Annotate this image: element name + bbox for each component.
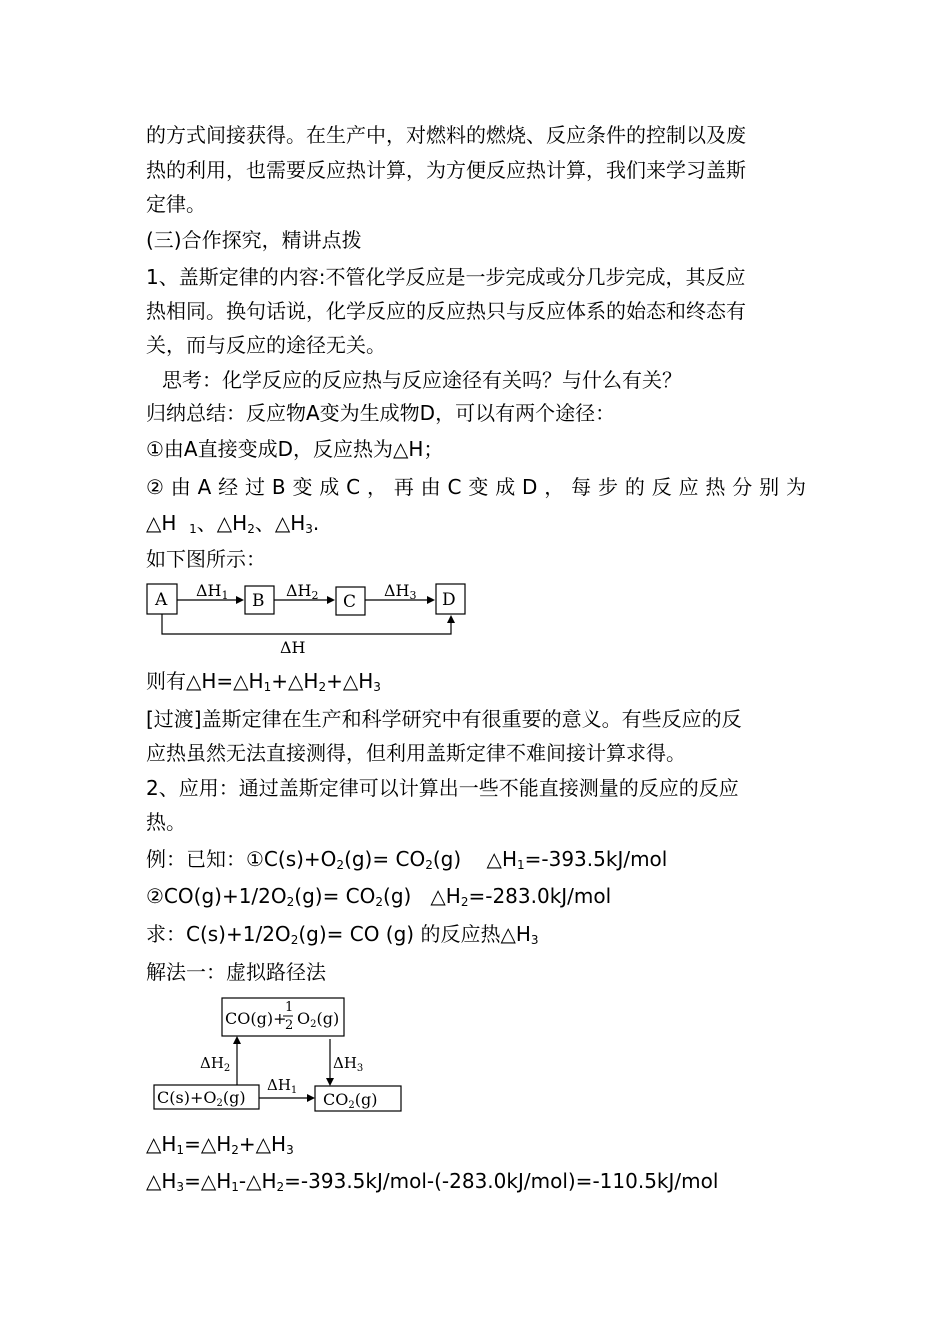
figure-intro: 如下图所示：: [146, 547, 266, 571]
ex-a5: (g) △H: [432, 847, 517, 871]
fraction-numerator: 1: [285, 1000, 294, 1015]
eq2-s2: 1: [231, 1180, 239, 1194]
ex-b2: 2: [286, 895, 295, 909]
left-b: (g): [222, 1088, 246, 1107]
top-sub: 2: [310, 1019, 317, 1030]
label-bottom-dh1: [267, 1076, 297, 1096]
ex-b6: 2: [460, 895, 469, 909]
label-dh3-main: ΔH: [384, 581, 410, 600]
section-title: (三)合作探究，精讲点拨: [146, 228, 362, 252]
label-left-dh2: [200, 1054, 230, 1074]
arrowhead-ab-icon: [236, 596, 244, 604]
node-c-label: C: [343, 592, 357, 612]
summary-text: 归纳总结：反应物A变为生成物D，可以有两个途径：: [146, 401, 616, 425]
path2-dh: △H: [146, 511, 177, 535]
node-d-label: D: [442, 590, 456, 610]
label-dh2-main: ΔH: [286, 581, 312, 600]
left-dh-sub: 2: [223, 1063, 231, 1074]
equation-2: [146, 1167, 718, 1195]
top-box-formula: [225, 1009, 287, 1028]
path2-sep-2: 、△H: [254, 511, 306, 535]
arrowhead-right-icon: [307, 1094, 315, 1102]
label-dh2-sub: 2: [311, 589, 319, 602]
label-dh-bottom: ΔH: [280, 638, 306, 657]
ex-b5: (g) △H: [383, 884, 461, 908]
result-plus-2: +△H: [326, 669, 374, 693]
node-a-label: A: [155, 590, 168, 610]
left-box-formula: [157, 1088, 246, 1109]
think-question: 思考：化学反应的反应热与反应途径有关吗？与什么有关？: [162, 368, 682, 392]
ex-c1: 求：C(s)+1/2O: [146, 922, 291, 946]
eq1-s2: 2: [231, 1143, 239, 1157]
eq1-s3: 3: [286, 1143, 294, 1157]
eq2-a: △H: [146, 1169, 177, 1193]
path2-sub-3: 3: [305, 522, 313, 536]
point1-line-3: 关，而与反应的途径无关。: [146, 333, 386, 357]
path2-line-1: ②由A经过B变成C，再由C变成D，每步的反应热分别为: [146, 475, 806, 499]
method1-title: 解法一：虚拟路径法: [146, 960, 326, 984]
result-sub-2: 2: [318, 680, 327, 694]
node-b-label: B: [252, 591, 265, 611]
path1-text: ①由A直接变成D，反应热为△H；: [146, 437, 444, 461]
example-known-2: [146, 882, 611, 910]
result-sub-3: 3: [373, 680, 381, 694]
path2-sub-1: 1: [189, 522, 197, 536]
right-dh: ΔH: [333, 1054, 357, 1072]
label-dh1: [196, 581, 229, 602]
arrowhead-down-icon: [326, 1078, 334, 1086]
hess-path-diagram: [140, 576, 480, 660]
path2-line-2: [146, 509, 319, 537]
ex-a1: 例：已知：①C(s)+O: [146, 847, 337, 871]
left-dh: ΔH: [200, 1054, 224, 1072]
label-dh2: [286, 581, 319, 602]
transition-line-1: [过渡]盖斯定律在生产和科学研究中有很重要的意义。有些反应的反: [146, 707, 742, 731]
point1-line-1: 1、盖斯定律的内容:不管化学反应是一步完成或分几步完成，其反应: [146, 265, 746, 289]
label-right-dh3: [333, 1054, 363, 1074]
label-dh3-sub: 3: [409, 589, 417, 602]
intro-line-3: 定律。: [146, 192, 206, 216]
ex-b7: =-283.0kJ/mol: [468, 884, 612, 908]
ex-c2: 2: [290, 933, 299, 947]
top-b: O: [297, 1009, 311, 1028]
path2-sub-2: 2: [247, 522, 255, 536]
intro-line-2: 热的利用，也需要反应热计算，为方便反应热计算，我们来学习盖斯: [146, 158, 746, 182]
right-dh-sub: 3: [356, 1063, 364, 1074]
ex-c4: 3: [530, 933, 539, 947]
label-dh1-main: ΔH: [196, 581, 222, 600]
ex-a7: =-393.5kJ/mol: [524, 847, 668, 871]
ex-a4: 2: [425, 858, 433, 872]
ex-b4: 2: [375, 895, 384, 909]
ex-a6: 1: [516, 858, 525, 872]
ex-a2: 2: [336, 858, 345, 872]
right-a: CO: [323, 1090, 349, 1109]
top-box-formula-2: [297, 1009, 339, 1030]
fraction-denominator: 2: [285, 1018, 294, 1033]
eq2-c: -△H: [238, 1169, 277, 1193]
label-dh3: [384, 581, 417, 602]
eq1-b: =△H: [184, 1132, 232, 1156]
right-sub: 2: [348, 1100, 355, 1111]
ex-b3: (g)= CO: [294, 884, 376, 908]
transition-line-2: 应热虽然无法直接测得，但利用盖斯定律不难间接计算求得。: [146, 741, 686, 765]
example-known-1: [146, 845, 667, 873]
example-question: [146, 920, 539, 948]
point2-line-2: 热。: [146, 810, 186, 834]
bottom-dh-sub: 1: [290, 1085, 298, 1096]
left-sub: 2: [216, 1098, 223, 1109]
arrowhead-cd-icon: [427, 596, 435, 604]
right-b: (g): [354, 1090, 378, 1109]
eq2-b: =△H: [184, 1169, 232, 1193]
arrowhead-bottom-icon: [447, 615, 455, 623]
eq1-s1: 1: [176, 1143, 185, 1157]
ex-b1: ②CO(g)+1/2O: [146, 884, 287, 908]
eq1-c: +△H: [238, 1132, 287, 1156]
path2-sep-1: 、△H: [196, 511, 248, 535]
arrow-a-d-bottom: [162, 614, 451, 634]
eq2-s1: 3: [176, 1180, 185, 1194]
intro-line-1: 的方式间接获得。在生产中，对燃料的燃烧、反应条件的控制以及废: [146, 123, 746, 147]
bottom-dh: ΔH: [267, 1076, 291, 1094]
result-sub-1: 1: [263, 680, 272, 694]
eq2-d: =-393.5kJ/mol-(-283.0kJ/mol)=-110.5kJ/mol: [284, 1169, 719, 1193]
label-dh1-sub: 1: [221, 589, 229, 602]
result-prefix: 则有△H=△H: [146, 669, 264, 693]
ex-a3: (g)= CO: [344, 847, 426, 871]
eq1-a: △H: [146, 1132, 177, 1156]
result-equation: [146, 667, 381, 695]
top-a: CO(g)+: [225, 1009, 287, 1028]
virtual-path-diagram: [145, 992, 410, 1117]
result-plus-1: +△H: [271, 669, 319, 693]
arrowhead-up-icon: [233, 1036, 241, 1044]
eq2-s3: 2: [276, 1180, 285, 1194]
top-c: (g): [316, 1009, 340, 1028]
arrowhead-bc-icon: [327, 596, 335, 604]
path2-end: .: [312, 511, 320, 535]
right-box-formula: [323, 1090, 377, 1111]
left-a: C(s)+O: [157, 1088, 217, 1107]
ex-c3: (g)= CO (g) 的反应热△H: [298, 922, 531, 946]
point1-line-2: 热相同。换句话说，化学反应的反应热只与反应体系的始态和终态有: [146, 299, 746, 323]
equation-1: [146, 1130, 294, 1158]
point2-line-1: 2、应用：通过盖斯定律可以计算出一些不能直接测量的反应的反应: [146, 776, 739, 800]
